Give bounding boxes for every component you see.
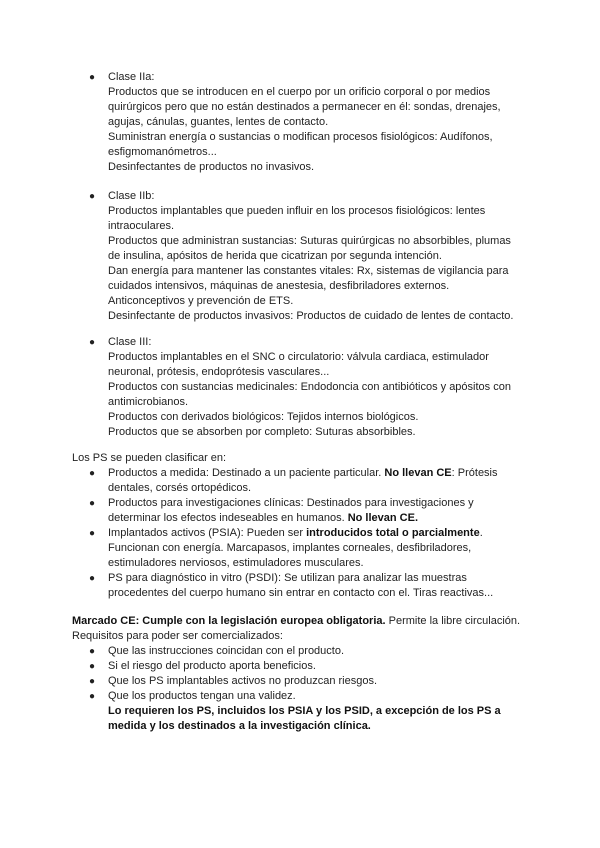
list-item (0, 70, 518, 175)
list-item (0, 659, 523, 674)
section-clase-iib (0, 189, 600, 324)
bullet-icon: ● (89, 72, 96, 83)
list-item (0, 189, 518, 324)
bullet-icon: ● (89, 498, 96, 509)
list-item-title: Clase IIa: (108, 71, 155, 83)
list-item-text: Suministran energía o sustancias o modifican procesos fisiológicos: Audífonos, esfigmomanómetros... (108, 131, 493, 158)
list-item (0, 496, 523, 526)
list-item-text: Productos que administran sustancias: Suturas quirúrgicas no absorbibles, plumas de insulina, apósitos de herida que cicatrizan por segunda intención. (108, 235, 511, 262)
list-item-bold: introducidos total o parcialmente (306, 527, 480, 539)
list-item-text: Productos con derivados biológicos: Tejidos internos biológicos. (108, 411, 419, 423)
list-item-text: Productos implantables que pueden influir en los procesos fisiológicos: lentes intraoculares. (108, 205, 486, 232)
list-item-text: . Funcionan con energía. Marcapasos, implantes corneales, desfibriladores, estimuladores nerviosos, estimuladores musculares. (108, 527, 483, 569)
list-item-text: PS para diagnóstico in vitro (PSDI): Se utilizan para analizar las muestras procedentes del cuerpo humano sin entrar en contacto con el. Tiras reactivas... (108, 572, 494, 599)
list-item (0, 526, 523, 571)
list-item-text: Desinfectante de productos invasivos: Productos de cuidado de lentes de contacto. (108, 310, 514, 322)
bullet-icon: ● (89, 337, 96, 348)
requisitos-list (0, 644, 600, 734)
marcado-ce-paragraph (72, 614, 542, 629)
section-clase-iia (0, 70, 600, 175)
section-clase-iii (0, 335, 600, 440)
list-item-title: Clase IIb: (108, 190, 155, 202)
list-item-text: Productos que se introducen en el cuerpo por un orificio corporal o por medios quirúrgicos pero que no están destinados a permanecer en él: sondas, drenajes, agujas, cánulas, guantes, lentes de contacto. (108, 86, 501, 128)
list-item-text: Productos implantables en el SNC o circulatorio: válvula cardiaca, estimulador neuronal, prótesis, endoprótesis vasculares... (108, 351, 489, 378)
marcado-ce-text: Permite la libre circulación. (385, 615, 521, 627)
bullet-icon: ● (89, 528, 96, 539)
bullet-icon: ● (89, 676, 96, 687)
marcado-ce-heading: Marcado CE: Cumple con la legislación europea obligatoria. (72, 615, 386, 627)
requisitos-intro: Requisitos para poder ser comercializados: (72, 630, 283, 642)
bullet-icon: ● (89, 661, 96, 672)
list-item-bold: No llevan CE. (347, 512, 418, 524)
list-item-text: Desinfectantes de productos no invasivos. (108, 161, 315, 173)
bullet-icon: ● (89, 468, 96, 479)
bullet-icon: ● (89, 691, 96, 702)
list-item-text: Productos para investigaciones clínicas: Destinados para investigaciones y determinar los efectos indeseables en humanos. (108, 497, 474, 524)
list-item-bold: No llevan CE (384, 467, 452, 479)
list-item-text: Anticonceptivos y prevención de ETS. (108, 295, 294, 307)
list-item (0, 466, 523, 496)
bullet-icon: ● (89, 191, 96, 202)
list-item-text: Productos a medida: Destinado a un paciente particular. (108, 467, 385, 479)
bullet-icon: ● (89, 646, 96, 657)
bullet-icon: ● (89, 573, 96, 584)
list-item-text: Productos que se absorben por completo: Suturas absorbibles. (108, 426, 416, 438)
list-item-title: Clase III: (108, 336, 152, 348)
list-item-text: Que los productos tengan una validez. (108, 690, 296, 702)
list-item-text: Dan energía para mantener las constantes vitales: Rx, sistemas de vigilancia para cuidados intensivos, máquinas de anestesia, desfibriladores externos. (108, 265, 509, 292)
final-note: Lo requieren los PS, incluidos los PSIA y los PSID, a excepción de los PS a medida y los destinados a la investigación clínica. (108, 705, 501, 732)
list-item-text: Que los PS implantables activos no produzcan riesgos. (108, 675, 378, 687)
list-item-text: Que las instrucciones coincidan con el producto. (108, 645, 345, 657)
list-item-text: Si el riesgo del producto aporta beneficios. (108, 660, 316, 672)
classification-list (0, 466, 600, 601)
list-item-text: : Prótesis dentales, corsés ortopédicos. (108, 467, 498, 494)
classification-intro: Los PS se pueden clasificar en: (72, 452, 227, 464)
list-item (0, 674, 523, 689)
list-item-text: Implantados activos (PSIA): Pueden ser (108, 527, 307, 539)
list-item (0, 571, 523, 601)
list-item (0, 689, 523, 734)
list-item-text: Productos con sustancias medicinales: Endodoncia con antibióticos y apósitos con antimicrobianos. (108, 381, 511, 408)
list-item (0, 335, 518, 440)
list-item (0, 644, 523, 659)
